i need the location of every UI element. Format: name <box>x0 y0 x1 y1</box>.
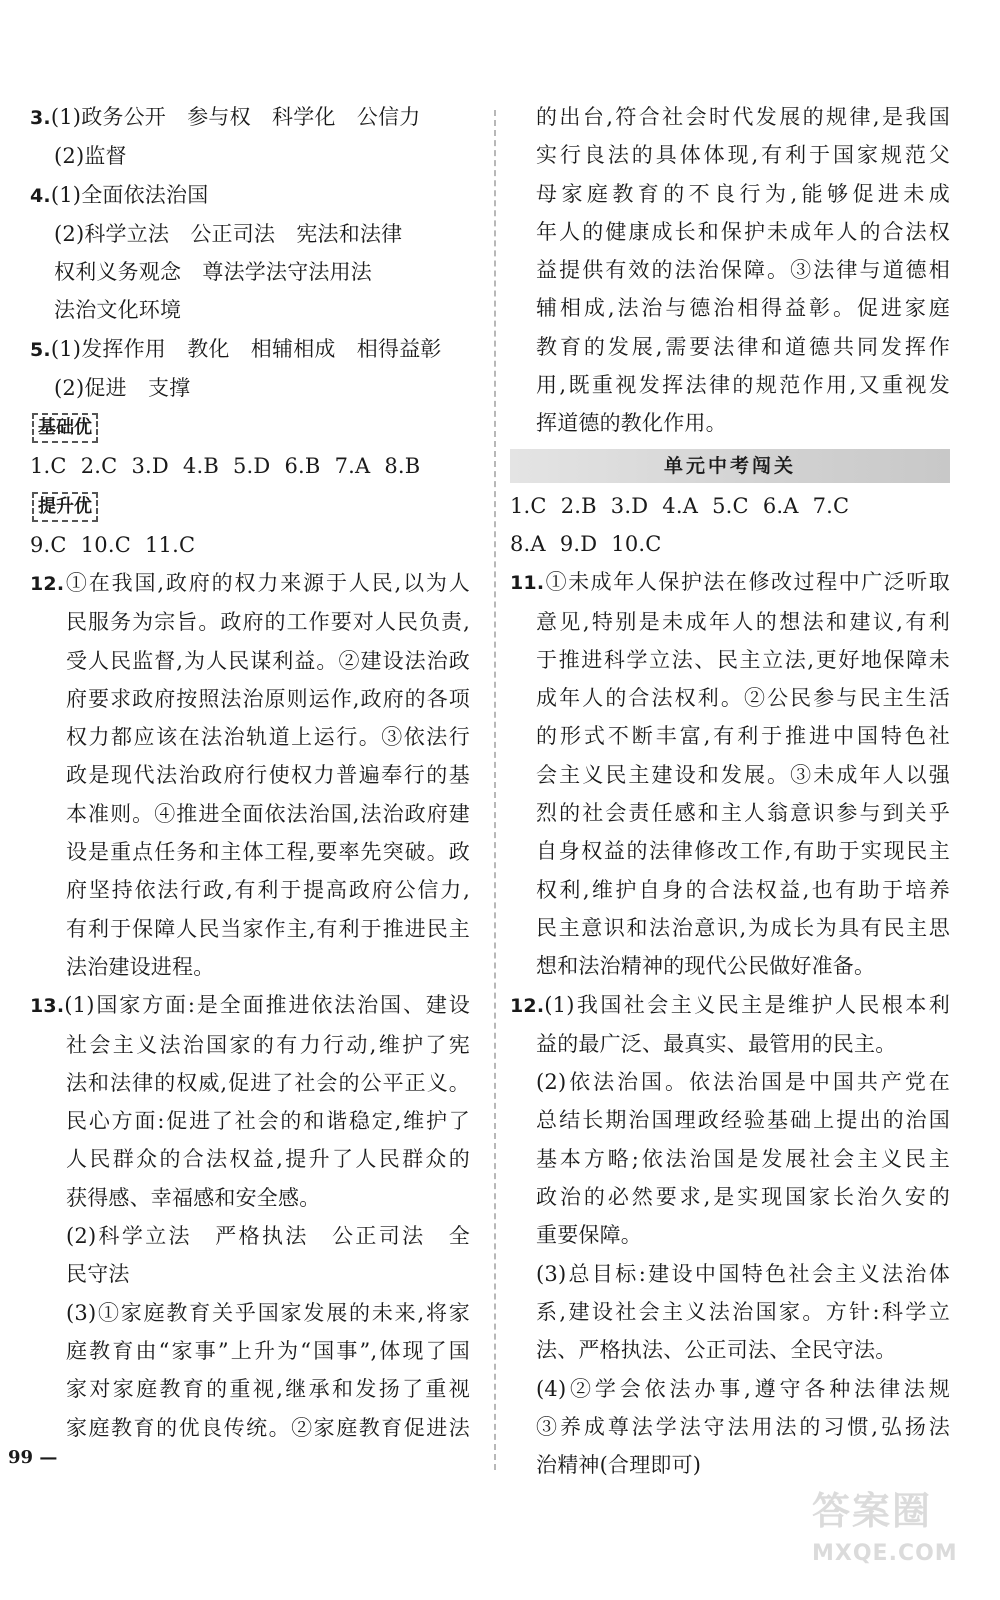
right-column <box>510 98 950 1484</box>
text-line <box>510 1255 950 1293</box>
line-text: ③养成尊法学法守法用法的习惯,弘扬法 <box>536 1414 950 1439</box>
text-line <box>510 1140 950 1178</box>
text-line <box>510 1063 950 1101</box>
line-text: 设是重点任务和主体工程,要率先突破。政 <box>66 840 470 865</box>
text-line <box>30 986 470 1025</box>
line-text: 政是现代法治政府行使权力普遍奉行的基 <box>66 763 470 788</box>
question-number: 12. <box>30 572 65 595</box>
text-line <box>30 833 470 871</box>
line-text: 民主意识和法治意识,为成长为具有民主思 <box>536 915 950 940</box>
section-tag: 提升优 <box>32 492 98 522</box>
text-line <box>510 328 950 366</box>
section-tag-row <box>30 486 470 526</box>
line-text: 用,既重视发挥法律的规范作用,又重视发 <box>536 373 950 398</box>
text-line <box>510 289 950 327</box>
text-line <box>30 1102 470 1140</box>
question-number: 12. <box>510 994 545 1017</box>
text-line <box>510 641 950 679</box>
text-line <box>30 1179 470 1217</box>
text-line <box>30 215 470 253</box>
line-text: 府要求政府按照法治原则运作,政府的各项 <box>66 686 470 711</box>
answer-item: 7.C <box>812 493 850 518</box>
left-column <box>30 98 470 1447</box>
text-line <box>30 564 470 603</box>
text-line <box>510 563 950 602</box>
line-text: 家庭教育的优良传统。②家庭教育促进法 <box>66 1415 470 1440</box>
line-text: (4)②学会依法办事,遵守各种法律法规 <box>536 1376 950 1401</box>
text-line <box>30 1409 470 1447</box>
answer-item: 2.B <box>560 493 597 518</box>
answer-item: 4.A <box>662 493 699 518</box>
line-text: (2)科学立法 公正司法 宪法和法律 <box>54 221 403 246</box>
line-text: 庭教育由“家事”上升为“国事”,体现了国 <box>66 1338 470 1363</box>
answer-item: 7.A <box>334 454 371 479</box>
line-text: 成年人的合法权利。②公民参与民主生活 <box>536 686 950 711</box>
text-line <box>30 330 470 369</box>
line-text: 法和法律的权威,促进了社会的公平正义。 <box>66 1070 470 1095</box>
line-text: 会主义民主建设和发展。③未成年人以强 <box>536 762 950 787</box>
text-line <box>30 1217 470 1255</box>
text-line <box>510 366 950 404</box>
line-text: 挥道德的教化作用。 <box>536 411 727 436</box>
line-text: (1)发挥作用 教化 相辅相成 相得益彰 <box>50 336 442 361</box>
line-text: 辅相成,法治与德治相得益彰。促进家庭 <box>536 296 950 321</box>
section-heading: 单元中考闯关 <box>510 449 950 483</box>
line-text: (1)全面依法治国 <box>50 182 209 207</box>
line-text: 民守法 <box>66 1262 130 1287</box>
text-line <box>510 404 950 442</box>
line-text: 的形式不断丰富,有利于推进中国特色社 <box>536 724 950 749</box>
answer-item: 4.B <box>182 454 219 479</box>
text-line <box>30 137 470 175</box>
text-line <box>30 1026 470 1064</box>
line-text: 基本方略;依法治国是发展社会主义民主 <box>536 1146 950 1171</box>
line-text: 益的最广泛、最真实、最管用的民主。 <box>536 1031 897 1056</box>
text-line <box>30 1140 470 1178</box>
text-line <box>30 603 470 641</box>
line-text: 法治文化环境 <box>54 298 182 323</box>
text-line <box>510 136 950 174</box>
question-number: 13. <box>30 995 65 1018</box>
answer-row <box>30 526 470 564</box>
section-tag: 基础优 <box>32 413 98 443</box>
line-text: (3)①家庭教育关乎国家发展的未来,将家 <box>66 1300 470 1325</box>
text-line <box>510 947 950 985</box>
line-text: 受人民监督,为人民谋利益。②建设法治政 <box>66 648 470 673</box>
text-line <box>30 756 470 794</box>
text-line <box>30 1255 470 1293</box>
line-text: 权利,维护自身的合法权益,也有助于培养 <box>536 877 950 902</box>
line-text: 治精神(合理即可) <box>536 1453 702 1478</box>
line-text: (3)总目标:建设中国特色社会主义法治体 <box>536 1261 950 1286</box>
answer-item: 3.D <box>610 493 649 518</box>
text-line <box>30 910 470 948</box>
watermark <box>812 1480 972 1580</box>
text-line <box>510 251 950 289</box>
answer-item: 5.C <box>712 493 749 518</box>
text-line <box>510 1370 950 1408</box>
text-line <box>510 1025 950 1063</box>
answer-item: 11.C <box>144 532 196 557</box>
text-line <box>510 986 950 1025</box>
line-text: 的出台,符合社会时代发展的规律,是我国 <box>536 105 950 129</box>
watermark-logo: 答案圈 <box>812 1489 933 1533</box>
line-text: 法、严格执法、公正司法、全民守法。 <box>536 1338 897 1363</box>
text-line <box>30 718 470 756</box>
text-line <box>510 175 950 213</box>
answer-item: 8.B <box>384 454 421 479</box>
line-text: 有利于保障人民当家作主,有利于推进民主 <box>66 916 470 941</box>
answer-item: 1.C <box>510 493 547 518</box>
line-text: 法治建设进程。 <box>66 954 215 979</box>
line-text: 烈的社会责任感和主人翁意识参与到关乎 <box>536 801 950 826</box>
text-line <box>510 1216 950 1254</box>
text-line <box>30 176 470 215</box>
text-line <box>30 98 470 137</box>
line-text: 本准则。④推进全面依法治国,法治政府建 <box>66 801 470 826</box>
section-tag-row <box>30 407 470 447</box>
text-line <box>510 1293 950 1331</box>
line-text: 政治的必然要求,是实现国家长治久安的 <box>536 1185 950 1210</box>
answer-item: 3.D <box>131 454 169 479</box>
line-text: 权力都应该在法治轨道上运行。③依法行 <box>66 725 470 750</box>
text-line <box>30 948 470 986</box>
line-text: 母家庭教育的不良行为,能够促进未成 <box>536 181 950 206</box>
text-line <box>510 1331 950 1369</box>
line-text: 年人的健康成长和保护未成年人的合法权 <box>536 219 950 244</box>
text-line <box>30 369 470 407</box>
text-line <box>510 603 950 641</box>
text-line <box>510 1101 950 1139</box>
line-text: (2)促进 支撑 <box>54 376 191 401</box>
line-text: (1)我国社会主义民主是维护人民根本利 <box>544 992 950 1017</box>
line-text: (2)依法治国。依法治国是中国共产党在 <box>536 1070 950 1095</box>
line-text: 教育的发展,需要法律和道德共同发挥作 <box>536 334 950 359</box>
line-text: 家对家庭教育的重视,继承和发扬了重视 <box>66 1377 470 1402</box>
line-text: 于推进科学立法、民主立法,更好地保障未 <box>536 647 950 672</box>
line-text: 实行良法的具体体现,有利于国家规范父 <box>536 143 950 168</box>
line-text: (1)政务公开 参与权 科学化 公信力 <box>50 105 421 129</box>
line-text: 重要保障。 <box>536 1223 642 1248</box>
text-line <box>30 1332 470 1370</box>
text-line <box>510 794 950 832</box>
text-line <box>510 1178 950 1216</box>
watermark-url: MXQE.COM <box>812 1541 958 1566</box>
text-line <box>510 832 950 870</box>
text-line <box>30 642 470 680</box>
line-text: 系,建设社会主义法治国家。方针:科学立 <box>536 1299 950 1324</box>
answer-item: 6.B <box>284 454 321 479</box>
answer-item: 8.A <box>510 531 546 556</box>
line-text: (2)科学立法 严格执法 公正司法 全 <box>66 1224 470 1249</box>
line-text: ①在我国,政府的权力来源于人民,以为人 <box>64 570 470 595</box>
line-text: 权利义务观念 尊法学法守法用法 <box>54 260 372 285</box>
answer-item: 9.D <box>559 531 598 556</box>
text-line <box>30 1370 470 1408</box>
answer-item: 10.C <box>611 531 662 556</box>
text-line <box>510 1446 950 1484</box>
line-text: ①未成年人保护法在修改过程中广泛听取 <box>544 570 950 595</box>
text-line <box>30 291 470 329</box>
text-line <box>30 1294 470 1332</box>
question-number: 4. <box>30 184 51 207</box>
line-text: 想和法治精神的现代公民做好准备。 <box>536 954 876 979</box>
column-divider <box>494 110 496 1470</box>
text-line <box>30 253 470 291</box>
text-line <box>510 98 950 136</box>
page-number: 99 — <box>8 1447 58 1468</box>
text-line <box>30 680 470 718</box>
text-line <box>510 909 950 947</box>
text-line <box>510 1408 950 1446</box>
answer-row <box>510 525 950 563</box>
text-line <box>30 871 470 909</box>
text-line <box>510 213 950 251</box>
line-text: 总结长期治国理政经验基础上提出的治国 <box>536 1108 950 1133</box>
line-text: 社会主义法治国家的有力行动,维护了宪 <box>66 1032 470 1057</box>
line-text: 意见,特别是未成年人的想法和建议,有利 <box>536 609 950 634</box>
line-text: 获得感、幸福感和安全感。 <box>66 1185 321 1210</box>
line-text: (1)国家方面:是全面推进依法治国、建设 <box>64 993 470 1018</box>
answer-item: 2.C <box>80 454 118 479</box>
text-line <box>510 717 950 755</box>
line-text: 人民群众的合法权益,提升了人民群众的 <box>66 1147 470 1172</box>
question-number: 11. <box>510 572 545 595</box>
question-number: 5. <box>30 338 51 361</box>
line-text: (2)监督 <box>54 144 127 169</box>
question-number: 3. <box>30 107 51 129</box>
text-line <box>510 871 950 909</box>
answer-item: 9.C <box>30 532 67 557</box>
answer-row <box>30 447 470 485</box>
line-text: 民心方面:促进了社会的和谐稳定,维护了 <box>66 1109 470 1134</box>
line-text: 益提供有效的法治保障。③法律与道德相 <box>536 258 950 283</box>
answer-row <box>510 487 950 525</box>
answer-item: 6.A <box>762 493 799 518</box>
text-line <box>30 795 470 833</box>
line-text: 自身权益的法律修改工作,有助于实现民主 <box>536 839 950 864</box>
text-line <box>30 1064 470 1102</box>
line-text: 民服务为宗旨。政府的工作要对人民负责, <box>66 610 470 635</box>
text-line <box>510 679 950 717</box>
line-text: 府坚持依法行政,有利于提高政府公信力, <box>66 878 470 903</box>
answer-item: 5.D <box>233 454 271 479</box>
answer-item: 10.C <box>80 532 131 557</box>
answer-item: 1.C <box>30 454 67 479</box>
text-line <box>510 756 950 794</box>
